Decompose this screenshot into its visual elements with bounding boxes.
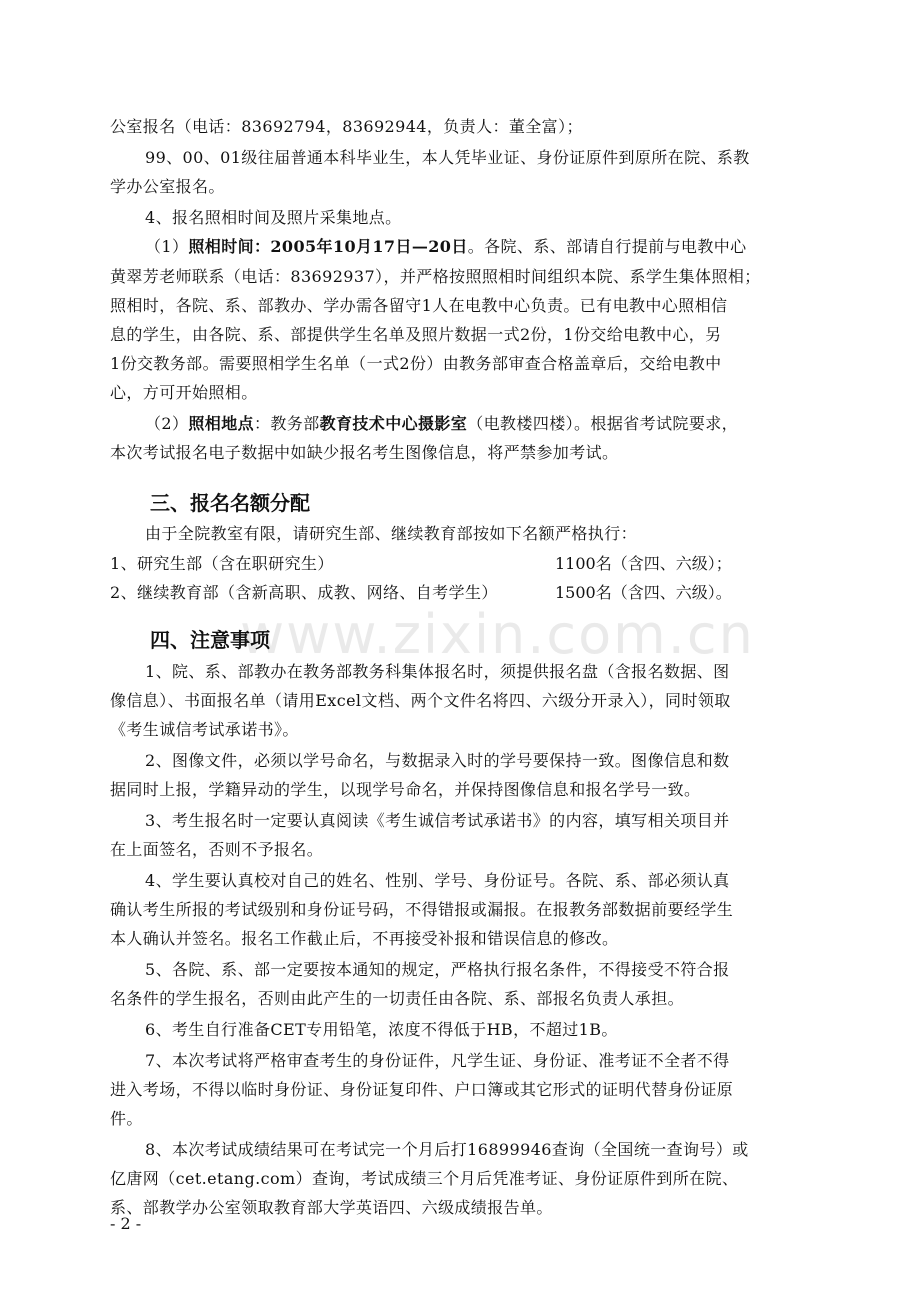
paragraph-line: 公室报名（电话：83692794，83692944，负责人：董全富）；	[110, 117, 583, 136]
paragraph-line: 息的学生，由各院、系、部提供学生名单及照片数据一式2份，1份交给电教中心，另	[110, 325, 722, 344]
paragraph-line: 4、学生要认真校对自己的姓名、性别、学号、身份证号。各院、系、部必须认真	[145, 871, 730, 890]
paragraph-text: 。各院、系、部请自行提前与电教中心	[467, 237, 747, 256]
paragraph-line: 由于全院教室有限，请研究生部、继续教育部按如下名额严格执行：	[145, 524, 638, 543]
paragraph-line: 心，方可开始照相。	[110, 383, 258, 402]
paragraph-line: 7、本次考试将严格审查考生的身份证件，凡学生证、身份证、准考证不全者不得	[145, 1051, 730, 1070]
section-heading: 四、注意事项	[150, 628, 270, 652]
paragraph-line: 像信息）、书面报名单（请用Excel文档、两个文件名将四、六级分开录入），同时领取	[110, 691, 731, 710]
paragraph-line: 2、图像文件，必须以学号命名，与数据录入时的学号要保持一致。图像信息和数	[145, 751, 730, 770]
paragraph-line: 本人确认并签名。报名工作截止后，不再接受补报和错误信息的修改。	[110, 929, 619, 948]
paragraph-text: ：教务部	[254, 414, 320, 433]
paragraph-line: 8、本次考试成绩结果可在考试完一个月后打16899946查询（全国统一查询号）或	[145, 1140, 749, 1159]
paragraph-line: 99、00、01级往届普通本科毕业生，本人凭毕业证、身份证原件到原所在院、系教	[145, 148, 750, 167]
paragraph-line	[145, 236, 810, 258]
paragraph-line: 进入考场，不得以临时身份证、身份证复印件、户口簿或其它形式的证明代替身份证原	[110, 1080, 734, 1099]
paragraph-text: （电教楼四楼）。根据省考试院要求，	[467, 414, 739, 433]
paragraph-line: 1份交教务部。需要照相学生名单（一式2份）由教务部审查合格盖章后，交给电教中	[110, 354, 722, 373]
photo-time-bold: 照相时间：2005年10月17日—20日	[188, 237, 468, 256]
section-heading: 三、报名名额分配	[150, 491, 310, 515]
quota-value: 1500名（含四、六级）。	[555, 583, 732, 602]
paragraph-line: 《考生诚信考试承诺书》。	[110, 720, 299, 739]
paragraph-line: 5、各院、系、部一定要按本通知的规定，严格执行报名条件，不得接受不符合报	[145, 960, 730, 979]
watermark: www.zixin.com.cn	[240, 603, 755, 666]
paragraph-line	[145, 413, 810, 435]
paragraph-line: 3、考生报名时一定要认真阅读《考生诚信考试承诺书》的内容，填写相关项目并	[145, 811, 730, 830]
paragraph-line: 系、部教学办公室领取教育部大学英语四、六级成绩报告单。	[110, 1198, 553, 1217]
paragraph-line: 本次考试报名电子数据中如缺少报名考生图像信息，将严禁参加考试。	[110, 443, 619, 462]
paragraph-line: 件。	[110, 1109, 143, 1128]
quota-item: 2、继续教育部（含新高职、成教、网络、自考学生）	[110, 583, 498, 602]
item-prefix: （1）	[145, 237, 189, 256]
quota-item: 1、研究生部（含在职研究生）	[110, 554, 334, 573]
quota-value: 1100名（含四、六级）；	[555, 554, 732, 573]
paragraph-line: 学办公室报名。	[110, 177, 225, 196]
paragraph-line: 在上面签名，否则不予报名。	[110, 840, 324, 859]
paragraph-line: 1、院、系、部教办在教务部教务科集体报名时，须提供报名盘（含报名数据、图	[145, 662, 730, 681]
paragraph-line: 4、报名照相时间及照片采集地点。	[145, 208, 402, 227]
paragraph-line: 确认考生所报的考试级别和身份证号码，不得错报或漏报。在报教务部数据前要经学生	[110, 900, 734, 919]
paragraph-line: 照相时，各院、系、部教办、学办需各留守1人在电教中心负责。已有电教中心照相信	[110, 296, 728, 315]
paragraph-line: 据同时上报，学籍异动的学生，以现学号命名，并保持图像信息和报名学号一致。	[110, 780, 701, 799]
page-number: - 2 -	[110, 1214, 142, 1233]
paragraph-line: 名条件的学生报名，否则由此产生的一切责任由各院、系、部报名负责人承担。	[110, 989, 685, 1008]
item-prefix: （2）	[145, 414, 189, 433]
paragraph-line: 亿唐网（cet.etang.com）查询，考试成绩三个月后凭准考证、身份证原件到所在院、	[110, 1169, 739, 1188]
paragraph-line: 6、考生自行准备CET专用铅笔，浓度不得低于HB，不超过1B。	[145, 1020, 618, 1039]
paragraph-line: 黄翠芳老师联系（电话：83692937），并严格按照照相时间组织本院、系学生集体照相；	[110, 267, 761, 286]
studio-name: 教育技术中心摄影室	[319, 414, 468, 433]
photo-place-label: 照相地点	[188, 414, 254, 433]
